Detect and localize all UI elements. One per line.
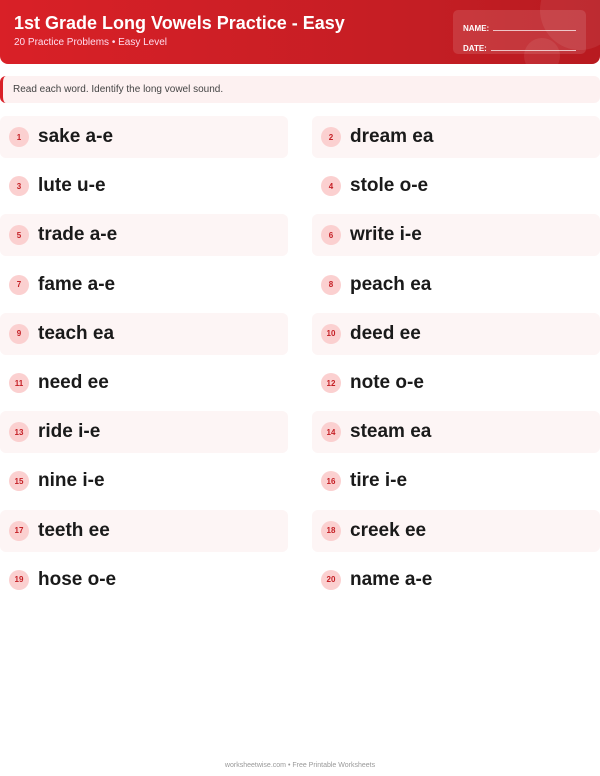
- problem-word: deed ee: [350, 322, 421, 344]
- problem-item: [0, 313, 288, 355]
- problem-number: 3: [9, 176, 29, 196]
- name-date-box: [453, 10, 586, 54]
- problem-number: 14: [321, 422, 341, 442]
- problem-item: [0, 510, 288, 552]
- problem-item: [312, 264, 600, 306]
- problem-item: [312, 460, 600, 502]
- problem-word: write i-e: [350, 224, 422, 246]
- problem-number: 6: [321, 225, 341, 245]
- problem-item: [312, 411, 600, 453]
- problem-word: name a-e: [350, 568, 433, 590]
- problem-number: 20: [321, 570, 341, 590]
- problem-number: 7: [9, 275, 29, 295]
- problem-word: stole o-e: [350, 175, 429, 197]
- problem-number: 11: [9, 373, 29, 393]
- problem-number: 5: [9, 225, 29, 245]
- instructions: Read each word. Identify the long vowel sound.: [0, 76, 600, 103]
- problem-word: note o-e: [350, 372, 424, 393]
- problem-number: 13: [9, 422, 29, 442]
- page-subtitle: 20 Practice Problems • Easy Level: [14, 37, 168, 48]
- date-line: [491, 50, 576, 51]
- problem-item: [312, 362, 600, 404]
- problem-word: teach ea: [38, 322, 115, 344]
- problem-word: hose o-e: [38, 568, 117, 590]
- problem-item: [0, 264, 288, 306]
- problem-number: 15: [9, 471, 29, 491]
- problem-word: tire i-e: [350, 470, 408, 492]
- problem-item: [0, 362, 288, 404]
- problem-item: [312, 559, 600, 601]
- problem-item: [0, 165, 288, 207]
- problem-word: peach ea: [350, 273, 432, 295]
- problem-number: 8: [321, 275, 341, 295]
- problem-number: 9: [9, 324, 29, 344]
- problem-word: ride i-e: [38, 421, 101, 443]
- problem-item: [312, 510, 600, 552]
- problem-item: [312, 313, 600, 355]
- problem-number: 10: [321, 324, 341, 344]
- problem-word: steam ea: [350, 421, 432, 443]
- problem-word: fame a-e: [38, 273, 116, 295]
- name-line: [493, 30, 576, 31]
- problem-word: nine i-e: [38, 470, 105, 492]
- problem-word: sake a-e: [38, 126, 114, 147]
- problem-item: [0, 214, 288, 256]
- page-title: 1st Grade Long Vowels Practice - Easy: [14, 13, 345, 33]
- problem-number: 1: [9, 127, 29, 147]
- footer: worksheetwise.com • Free Printable Worksheets: [224, 762, 376, 769]
- problem-word: teeth ee: [38, 519, 110, 541]
- problem-item: [312, 116, 600, 158]
- problem-item: [0, 411, 288, 453]
- problem-word: dream ea: [350, 126, 434, 147]
- problem-item: [0, 460, 288, 502]
- problem-number: 4: [321, 176, 341, 196]
- problem-item: [0, 116, 288, 158]
- problem-number: 16: [321, 471, 341, 491]
- name-label: NAME:: [463, 24, 490, 33]
- problem-number: 12: [321, 373, 341, 393]
- problem-word: creek ee: [350, 519, 427, 541]
- problem-item: [0, 559, 288, 601]
- date-label: DATE:: [463, 44, 487, 53]
- problem-word: trade a-e: [38, 224, 118, 246]
- date-field: [463, 37, 576, 53]
- problem-number: 2: [321, 127, 341, 147]
- problem-item: [312, 165, 600, 207]
- worksheet-header: [0, 0, 600, 64]
- problem-number: 18: [321, 521, 341, 541]
- problem-word: lute u-e: [38, 175, 106, 197]
- problem-number: 19: [9, 570, 29, 590]
- problem-item: [312, 214, 600, 256]
- problem-number: 17: [9, 521, 29, 541]
- name-field: [463, 17, 576, 33]
- problem-word: need ee: [38, 372, 109, 393]
